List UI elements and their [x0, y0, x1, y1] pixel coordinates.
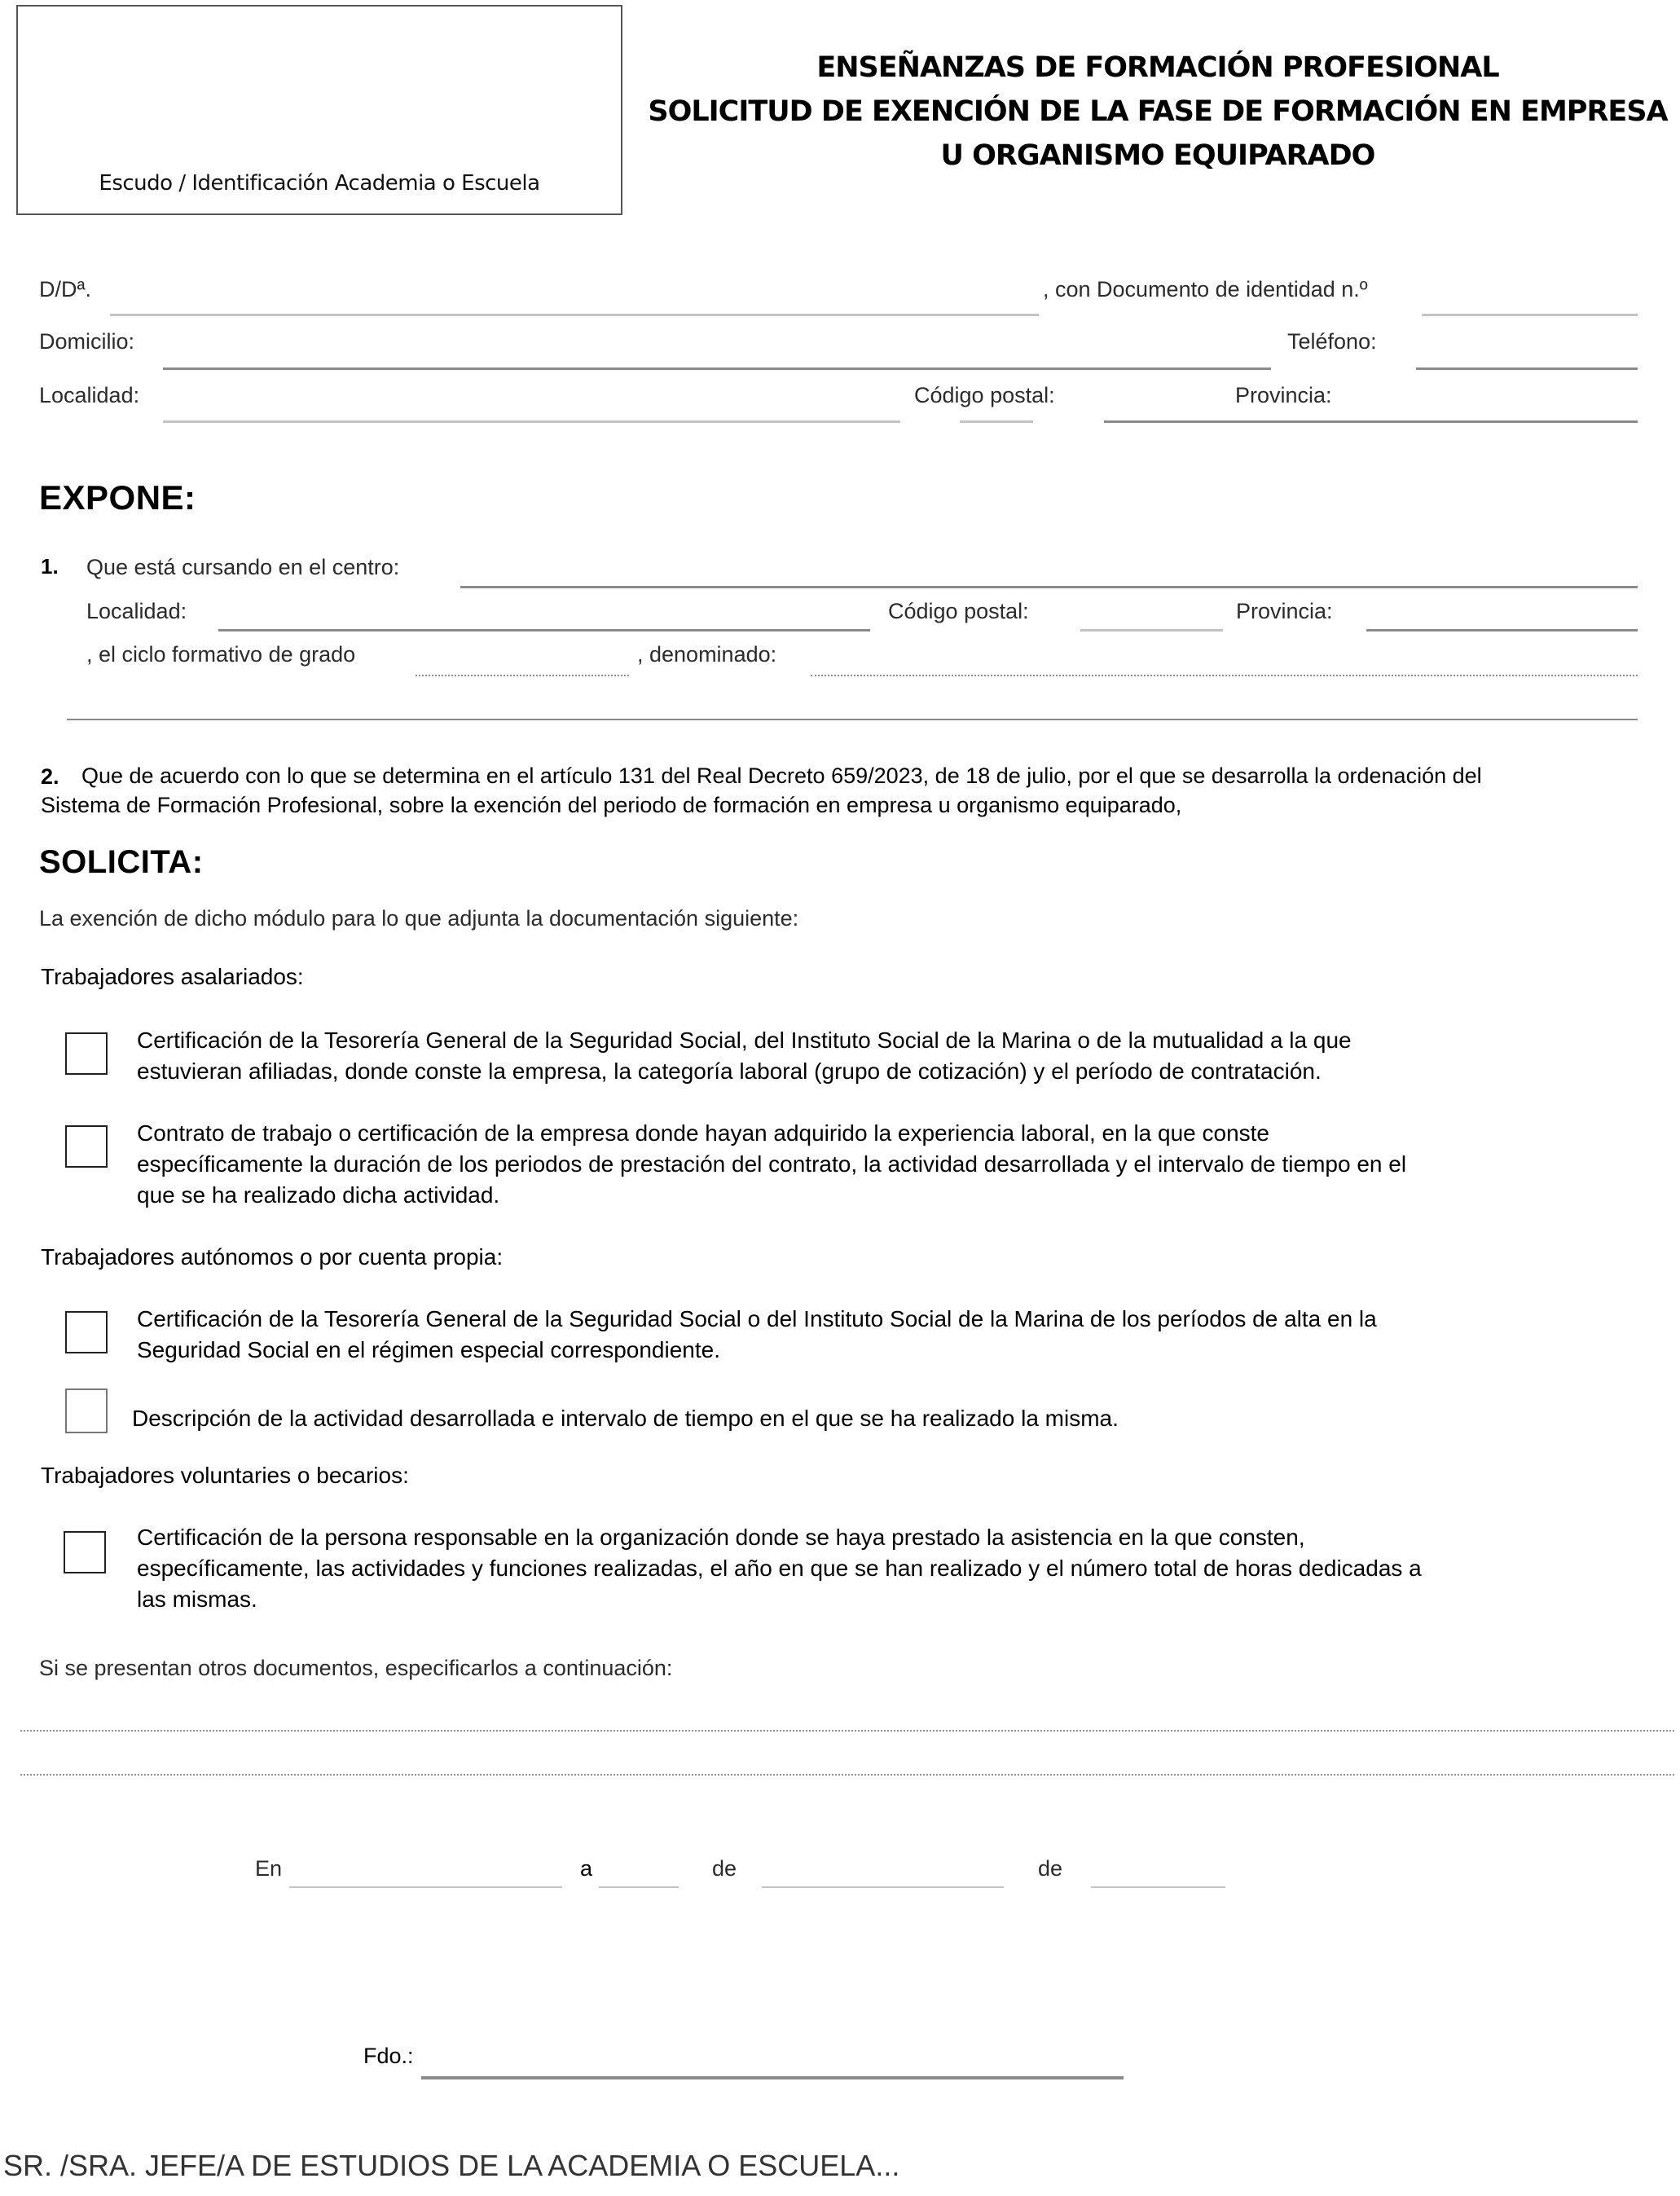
employees-item-1-text: Certificación de la Tesorería General de la Seguridad Social, del Instituto Social de la Marina o de la mutualidad a la que estuvieran afiliadas, donde conste la empresa, la categoría laboral (grupo de cotización) y el período de contratación. — [137, 1028, 1352, 1084]
place-field[interactable] — [289, 1850, 565, 1884]
volunteers-item-1-text: Certificación de la persona responsable en la organización donde se haya prestado la asistencia en la que consten, específicamente, las actividades y funciones realizadas, el año en que se han realizado y el número total de horas dedicadas a las mismas. — [137, 1525, 1422, 1612]
postal-code-label: Código postal: — [914, 383, 1055, 407]
day-underline — [599, 1886, 679, 1888]
phone-label: Teléfono: — [1287, 329, 1377, 354]
checkbox-social-security-certificate[interactable] — [65, 1032, 108, 1075]
cycle-name-underline — [811, 675, 1638, 676]
solicita-heading: SOLICITA: — [39, 844, 204, 880]
center-province-underline — [1366, 629, 1638, 632]
id-number-label: , con Documento de identidad n.º — [1043, 277, 1368, 301]
checkbox-volunteer-certificate[interactable] — [64, 1531, 106, 1573]
address-label: Domicilio: — [39, 329, 135, 354]
center-postal-code-underline — [1080, 629, 1223, 632]
item-2-text-line-1: Que de acuerdo con lo que se determina en el artículo 131 del Real Decreto 659/2023, de 18 de julio, por el que se desarrolla la ordenación del — [81, 764, 1482, 788]
name-field[interactable] — [110, 277, 1038, 311]
title-line-2: SOLICITUD DE EXENCIÓN DE LA FASE DE FORMACIÓN EN EMPRESA — [648, 95, 1668, 128]
item-2-text-line-2: Sistema de Formación Profesional, sobre la exención del periodo de formación en empresa u organismo equiparado, — [41, 793, 1182, 817]
center-field[interactable] — [460, 550, 1641, 584]
title-line-3: U ORGANISMO EQUIPARADO — [940, 139, 1375, 172]
center-province-label: Provincia: — [1236, 599, 1333, 623]
other-docs-label: Si se presentan otros documentos, especificarlos a continuación: — [39, 1656, 673, 1680]
month-underline — [762, 1886, 1004, 1888]
province-underline — [1104, 420, 1638, 423]
cycle-name-field[interactable] — [811, 640, 1641, 674]
document-title — [635, 46, 1680, 178]
year-underline — [1091, 1886, 1225, 1888]
group-employees-title: Trabajadores asalariados: — [41, 964, 304, 989]
phone-field[interactable] — [1416, 330, 1641, 364]
address-field[interactable] — [163, 330, 1274, 364]
year-field[interactable] — [1091, 1850, 1229, 1884]
expone-heading: EXPONE: — [39, 478, 196, 517]
center-locality-underline — [218, 629, 870, 632]
province-field[interactable] — [1104, 383, 1107, 417]
item-2-number: 2. — [41, 764, 59, 789]
phone-underline — [1416, 367, 1638, 370]
month-label: de — [712, 1856, 737, 1881]
cycle-grade-underline — [416, 675, 629, 676]
checkbox-self-employed-certificate[interactable] — [65, 1311, 108, 1353]
solicita-intro: La exención de dicho módulo para lo que adjunta la documentación siguiente: — [39, 906, 799, 931]
center-postal-code-field[interactable] — [1080, 595, 1226, 629]
cycle-grade-field[interactable] — [416, 640, 631, 674]
title-line-1: ENSEÑANZAS DE FORMACIÓN PROFESIONAL — [816, 51, 1499, 84]
cycle-grade-label: , el ciclo formativo de grado — [86, 642, 356, 667]
id-number-field[interactable] — [1422, 277, 1641, 311]
center-province-field[interactable] — [1366, 595, 1641, 629]
id-number-underline — [1422, 314, 1638, 316]
checkbox-activity-description[interactable] — [65, 1388, 108, 1433]
center-label: Que está cursando en el centro: — [86, 555, 400, 579]
place-label: En — [255, 1856, 283, 1881]
logo-placeholder — [16, 5, 622, 215]
center-underline — [460, 586, 1638, 588]
province-label: Provincia: — [1235, 383, 1332, 407]
postal-code-underline — [960, 420, 1033, 423]
center-locality-label: Localidad: — [86, 599, 187, 623]
other-docs-underline-2 — [20, 1774, 1674, 1776]
addressee: SR. /SRA. JEFE/A DE ESTUDIOS DE LA ACADEMIA O ESCUELA... — [3, 2149, 900, 2182]
name-label: D/Dª. — [39, 277, 91, 301]
postal-code-field[interactable] — [961, 383, 965, 417]
group-volunteers-title: Trabajadores voluntaries o becarios: — [41, 1463, 409, 1488]
locality-label: Localidad: — [39, 383, 140, 407]
locality-field[interactable] — [163, 383, 899, 417]
year-label: de — [1038, 1856, 1063, 1881]
address-underline — [163, 367, 1271, 370]
center-postal-code-label: Código postal: — [888, 599, 1029, 623]
other-docs-field-2[interactable] — [20, 1740, 1678, 1774]
place-underline — [289, 1886, 562, 1888]
cycle-name-continuation-line — [67, 719, 1638, 720]
logo-caption: Escudo / Identificación Academia o Escuela — [99, 171, 540, 196]
item-1-number: 1. — [41, 554, 59, 579]
signature-field[interactable] — [421, 2037, 1127, 2071]
self-employed-item-2-text: Descripción de la actividad desarrollada e intervalo de tiempo en el que se ha realizado la misma. — [132, 1406, 1119, 1431]
signed-label: Fdo.: — [363, 2044, 414, 2068]
other-docs-field-1[interactable] — [20, 1695, 1678, 1729]
other-docs-underline-1 — [20, 1730, 1674, 1732]
day-label: a — [580, 1856, 593, 1881]
name-underline — [110, 314, 1039, 316]
employees-item-2-text: Contrato de trabajo o certificación de la empresa donde hayan adquirido la experiencia laboral, en la que conste específicamente la duración de los periodos de prestación del contrato, la actividad desarrollada y el intervalo de tiempo en el que se ha realizado dicha actividad. — [137, 1120, 1407, 1208]
day-field[interactable] — [599, 1850, 682, 1884]
signature-underline — [421, 2076, 1124, 2079]
group-self-employed-title: Trabajadores autónomos o por cuenta propia: — [41, 1244, 504, 1270]
locality-underline — [163, 420, 900, 423]
checkbox-employment-contract[interactable] — [65, 1125, 108, 1168]
cycle-name-label: , denominado: — [637, 642, 777, 667]
self-employed-item-1-text: Certificación de la Tesorería General de la Seguridad Social o del Instituto Social de la Marina de los períodos de alta en la Seguridad Social en el régimen especial correspondiente. — [137, 1306, 1377, 1362]
month-field[interactable] — [762, 1850, 1007, 1884]
center-locality-field[interactable] — [218, 595, 873, 629]
